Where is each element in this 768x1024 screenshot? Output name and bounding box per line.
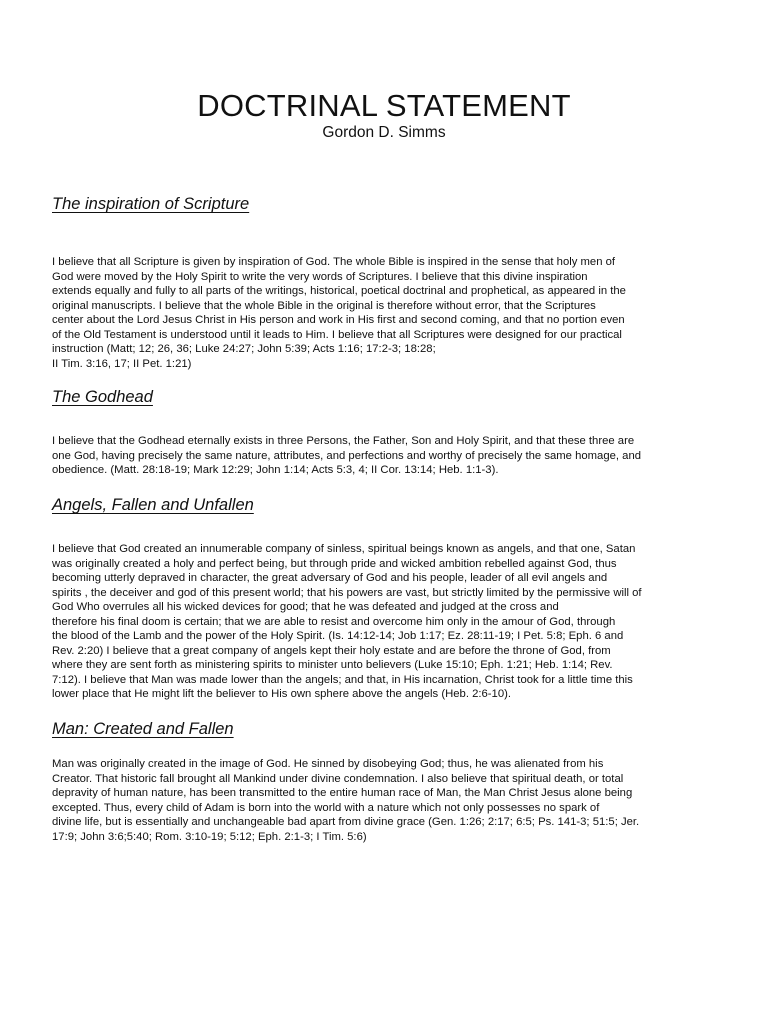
text-line: where they are sent forth as ministering spirits to minister unto believers (Luke 15:10; Eph. 1:21; Heb. 1:14; Rev.: [52, 659, 613, 671]
text-line: of the Old Testament is understood until it leads to Him. I believe that all Scriptures were designed for our practical: [52, 328, 622, 341]
text-line: II Tim. 3:16, 17; II Pet. 1:21): [52, 357, 192, 370]
text-line: instruction (Matt; 12; 26, 36; Luke 24:27; John 5:39; Acts 1:16; 17:2-3; 18:28;: [52, 343, 436, 355]
text-line: one God, having precisely the same nature, attributes, and perfections and worthy of precisely the same homage, and: [52, 449, 642, 462]
section-heading-inspiration: The inspiration of Scripture: [52, 195, 250, 213]
section-body-angels: [52, 542, 716, 702]
section-body-inspiration: [52, 255, 716, 371]
document-title: DOCTRINAL STATEMENT: [197, 88, 571, 123]
section-heading-godhead: The Godhead: [52, 388, 153, 406]
text-line: God were moved by the Holy Spirit to write the very words of Scriptures. I believe that this divine inspiration: [52, 270, 588, 283]
text-line: was originally created a holy and perfect being, but through pride and wicked ambition rebelled against God, thus: [52, 557, 617, 570]
section-heading-angels: Angels, Fallen and Unfallen: [52, 496, 254, 514]
section-body-godhead: [52, 434, 716, 478]
text-line: depravity of human nature, has been transmitted to the entire human race of Man, the Man Christ Jesus alone being: [52, 787, 633, 799]
text-line: obedience. (Matt. 28:18-19; Mark 12:29; John 1:14; Acts 5:3, 4; II Cor. 13:14; Heb. 1:1-3).: [52, 464, 499, 476]
text-line: 17:9; John 3:6;5:40; Rom. 3:10-19; 5:12; Eph. 2:1-3; I Tim. 5:6): [52, 830, 367, 843]
text-line: Rev. 2:20) I believe that a great company of angels kept their holy estate and are before the throne of God, from: [52, 644, 611, 657]
text-line: 7:12). I believe that Man was made lower than the angels; and that, in His incarnation, Christ took for a little time this: [52, 673, 633, 686]
text-line: excepted. Thus, every child of Adam is born into the world with a nature which not only possesses no spark of: [52, 801, 600, 814]
text-line: extends equally and fully to all parts of the writings, historical, poetical doctrinal and prophetical, as appeared in the: [52, 285, 626, 297]
text-line: center about the Lord Jesus Christ in His person and work in His first and second coming, and that no portion even: [52, 314, 625, 326]
text-line: divine life, but is essentially and unchangeable bad apart from divine grace (Gen. 1:26; 2:17; 6:5; Ps. 141-3; 51:5; Jer.: [52, 816, 640, 828]
text-line: Creator. That historic fall brought all Mankind under divine condemnation. I also believe that spiritual death, or total: [52, 772, 624, 785]
text-line: spirits , the deceiver and god of this present world; that his powers are vast, but strictly limited by the permissive will of: [52, 586, 642, 599]
section-heading-man: Man: Created and Fallen: [52, 720, 234, 738]
section-body-man: [52, 757, 716, 844]
text-line: original manuscripts. I believe that the whole Bible in the original is therefore without error, that the Scriptures: [52, 299, 596, 312]
text-line: I believe that the Godhead eternally exists in three Persons, the Father, Son and Holy Spirit, and that these three are: [52, 435, 635, 447]
text-line: lower place that He might lift the believer to His own sphere above the angels (Heb. 2:6-10).: [52, 688, 512, 700]
text-line: therefore his final doom is certain; that we are able to resist and overcome him only in the amour of God, through: [52, 615, 616, 628]
document-author: Gordon D. Simms: [322, 124, 446, 141]
text-line: the blood of the Lamb and the power of the Holy Spirit. (Is. 14:12-14; Job 1:17; Ez. 28:11-19; I Pet. 5:8; Eph. 6 and: [52, 630, 624, 642]
text-line: Man was originally created in the image of God. He sinned by disobeying God; thus, he was alienated from his: [52, 758, 604, 770]
text-line: I believe that all Scripture is given by inspiration of God. The whole Bible is inspired in the sense that holy men of: [52, 256, 616, 268]
text-line: becoming utterly depraved in character, the great adversary of God and his people, leader of all evil angels and: [52, 572, 608, 584]
text-line: God Who overrules all his wicked devices for good; that he was defeated and judged at the cross and: [52, 601, 559, 613]
text-line: I believe that God created an innumerable company of sinless, spiritual beings known as angels, and that one, Satan: [52, 543, 636, 555]
